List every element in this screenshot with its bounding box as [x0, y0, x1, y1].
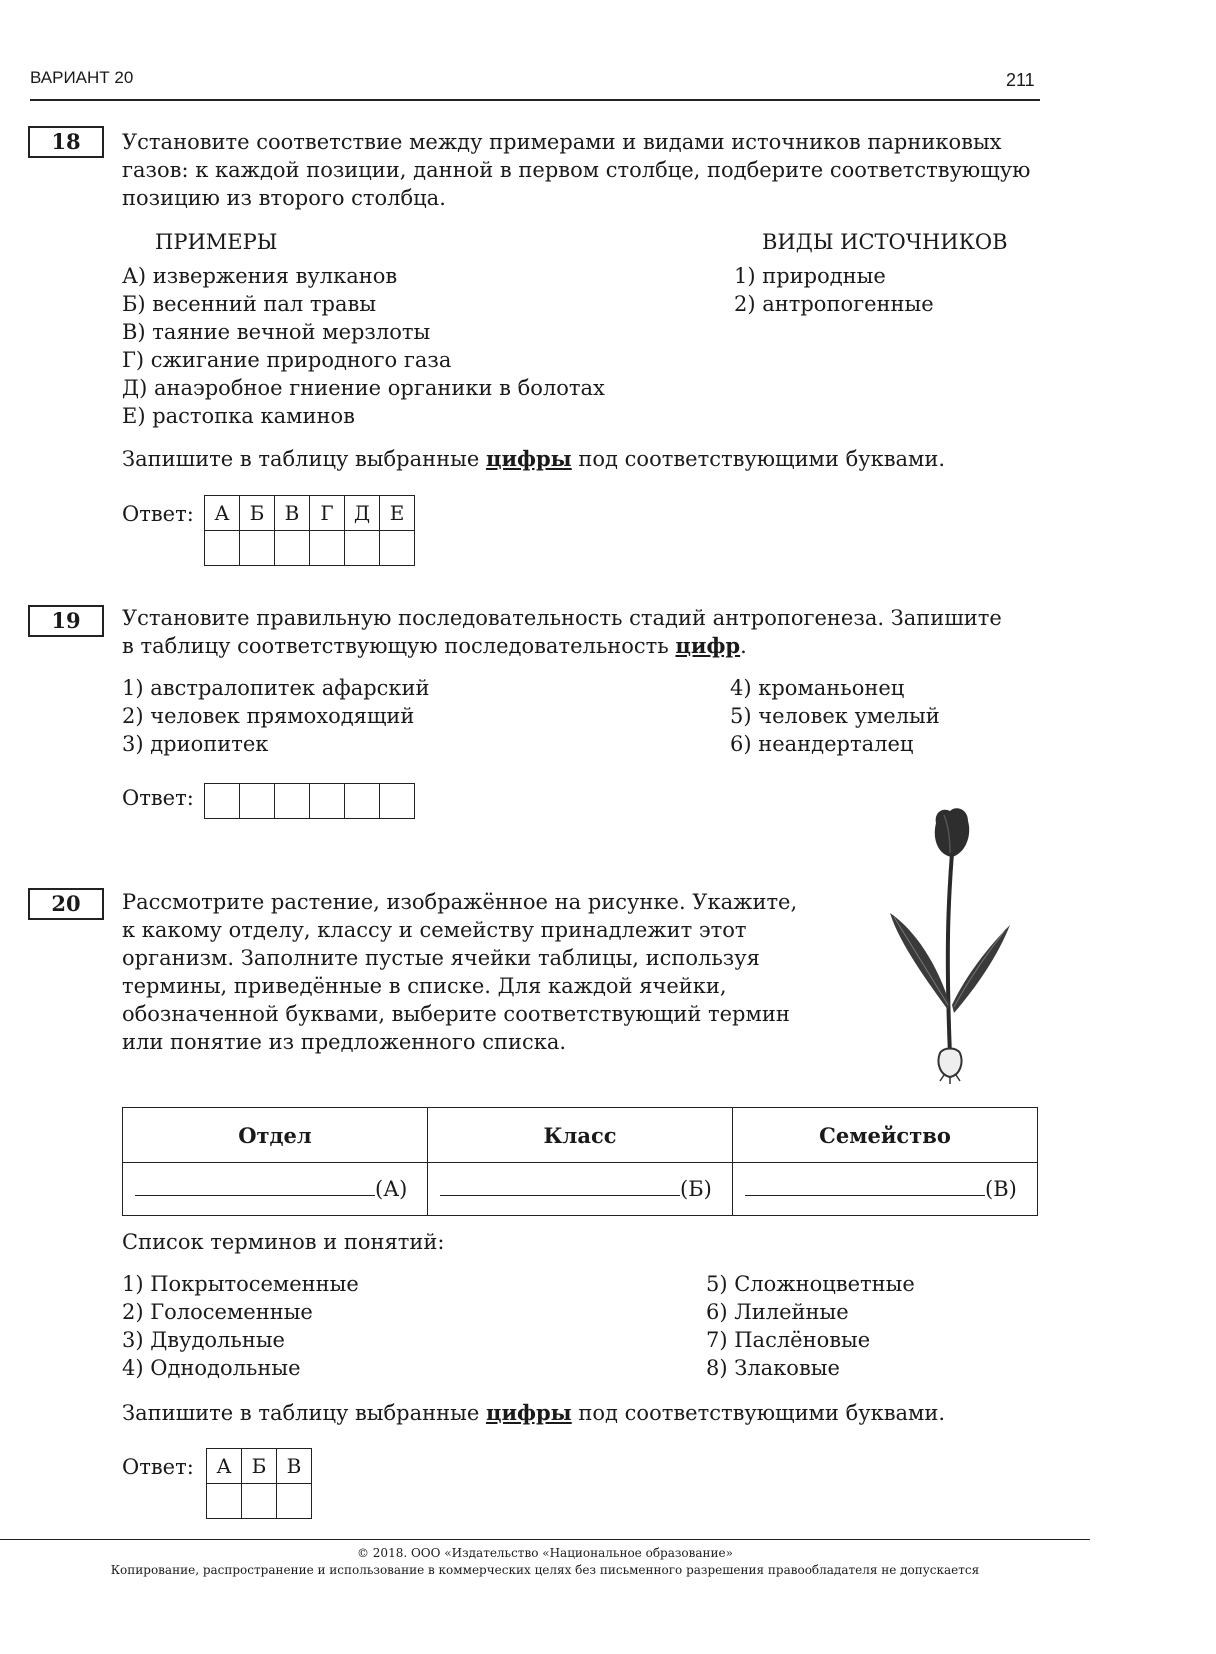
answer-cell-a[interactable]	[123, 1163, 428, 1216]
examples-list	[122, 262, 605, 430]
list-item: 1) австралопитек афарский	[122, 676, 430, 700]
answer-input-cell[interactable]	[380, 531, 415, 566]
text-line: Рассмотрите растение, изображённое на рисунке. Укажите,	[122, 890, 798, 914]
answer-input-cell[interactable]	[242, 1484, 277, 1519]
copyright-notice: Копирование, распространение и использование в коммерческих целях без письменного разрешения правообладателя не допускается	[110, 1563, 980, 1577]
instruction-text: Запишите в таблицу выбранные	[122, 1401, 480, 1425]
q18-answer-table	[204, 495, 415, 566]
q18-instruction	[122, 446, 945, 471]
answer-letter-cell: Е	[380, 496, 415, 531]
answer-input-cell[interactable]	[205, 784, 240, 819]
answer-cell-b[interactable]	[428, 1163, 733, 1216]
tulip-illustration	[880, 805, 1030, 1085]
blank-line	[135, 1179, 375, 1196]
copyright-line: © 2018. ООО «Издательство «Национальное образование»	[356, 1546, 733, 1560]
answer-input-cell[interactable]	[240, 531, 275, 566]
answer-input-cell[interactable]	[205, 531, 240, 566]
q20-answer-label: Ответ:	[122, 1455, 194, 1479]
text-line: Установите правильную последовательность стадий антропогенеза. Запишите	[122, 606, 1002, 630]
sources-list	[734, 262, 934, 318]
answer-input-cell[interactable]	[240, 784, 275, 819]
text-fragment: .	[740, 634, 747, 658]
text-line: газов: к каждой позиции, данной в первом столбце, подберите соответствующую	[122, 158, 1031, 182]
q20-instruction	[122, 1400, 945, 1425]
list-item: 5) человек умелый	[730, 704, 940, 728]
answer-input-cell[interactable]	[380, 784, 415, 819]
list-item: 1) природные	[734, 264, 886, 288]
text-line: термины, приведённые в списке. Для каждой ячейки,	[122, 974, 727, 998]
question-number-20: 20	[28, 888, 104, 920]
list-item: 3) Двудольные	[122, 1328, 285, 1352]
q20-answer-table	[206, 1448, 312, 1519]
answer-input-cell[interactable]	[207, 1484, 242, 1519]
q19-answer-label: Ответ:	[122, 786, 194, 810]
cell-label: (Б)	[680, 1177, 712, 1201]
terms-list-title: Список терминов и понятий:	[122, 1230, 445, 1254]
list-item: Б) весенний пал травы	[122, 292, 377, 316]
question-19-text	[122, 604, 1002, 660]
list-item: 4) кроманьонец	[730, 676, 905, 700]
header-divider	[30, 99, 1040, 101]
list-item: 2) человек прямоходящий	[122, 704, 415, 728]
question-20-text	[122, 888, 850, 1056]
answer-letter-cell: В	[277, 1449, 312, 1484]
answer-cell-c[interactable]	[733, 1163, 1038, 1216]
blank-line	[440, 1179, 680, 1196]
list-item: 2) антропогенные	[734, 292, 934, 316]
list-item: 5) Сложноцветные	[706, 1272, 915, 1296]
answer-letter-cell: Б	[240, 496, 275, 531]
answer-letter-cell: А	[205, 496, 240, 531]
list-item: 6) Лилейные	[706, 1300, 849, 1324]
column-header: Отдел	[123, 1108, 428, 1163]
text-line: позицию из второго столбца.	[122, 186, 446, 210]
list-item: 8) Злаковые	[706, 1356, 840, 1380]
page-number: 211	[1006, 70, 1035, 90]
terms-right	[706, 1270, 915, 1382]
text-emphasis: цифр	[675, 633, 741, 658]
column-header: Семейство	[733, 1108, 1038, 1163]
list-item: В) таяние вечной мерзлоты	[122, 320, 431, 344]
blank-line	[745, 1179, 985, 1196]
text-line: к какому отделу, классу и семейству принадлежит этот	[122, 918, 747, 942]
list-item: 1) Покрытосеменные	[122, 1272, 359, 1296]
answer-input-cell[interactable]	[345, 784, 380, 819]
list-item: 7) Паслёновые	[706, 1328, 871, 1352]
answer-letter-cell: А	[207, 1449, 242, 1484]
q19-right-items	[730, 674, 940, 758]
list-item: 6) неандерталец	[730, 732, 914, 756]
question-number-18: 18	[28, 126, 104, 158]
question-number-19: 19	[28, 605, 104, 637]
classification-table	[122, 1107, 1038, 1216]
q19-answer-table	[204, 783, 415, 819]
answer-letter-cell: Г	[310, 496, 345, 531]
answer-input-cell[interactable]	[310, 531, 345, 566]
instruction-text: под соответствующими буквами.	[578, 1401, 946, 1425]
instruction-text: под соответствующими буквами.	[578, 447, 946, 471]
answer-input-cell[interactable]	[310, 784, 345, 819]
answer-input-cell[interactable]	[275, 531, 310, 566]
answer-letter-cell: Б	[242, 1449, 277, 1484]
answer-input-cell[interactable]	[277, 1484, 312, 1519]
footer-divider	[0, 1539, 1090, 1540]
cell-label: (А)	[375, 1177, 408, 1201]
text-line	[122, 632, 1002, 660]
q19-left-items	[122, 674, 430, 758]
terms-left	[122, 1270, 359, 1382]
instruction-text: Запишите в таблицу выбранные	[122, 447, 480, 471]
column-header: Класс	[428, 1108, 733, 1163]
text-line: организм. Заполните пустые ячейки таблицы, используя	[122, 946, 760, 970]
answer-letter-cell: Д	[345, 496, 380, 531]
list-item: 4) Однодольные	[122, 1356, 301, 1380]
list-item: Е) растопка каминов	[122, 404, 355, 428]
variant-label: ВАРИАНТ 20	[30, 68, 134, 87]
cell-label: (В)	[985, 1177, 1017, 1201]
answer-input-cell[interactable]	[345, 531, 380, 566]
q18-answer-label: Ответ:	[122, 502, 194, 526]
instruction-emphasis: цифры	[485, 1400, 572, 1425]
question-18-text	[122, 128, 1030, 212]
list-item: 3) дриопитек	[122, 732, 269, 756]
list-item: А) извержения вулканов	[122, 264, 398, 288]
text-line: Установите соответствие между примерами и видами источников парниковых	[122, 130, 1002, 154]
text-line: обозначенной буквами, выберите соответствующий термин	[122, 1002, 790, 1026]
list-item: 2) Голосеменные	[122, 1300, 313, 1324]
examples-heading: ПРИМЕРЫ	[155, 230, 278, 254]
instruction-emphasis: цифры	[485, 446, 572, 471]
sources-heading: ВИДЫ ИСТОЧНИКОВ	[762, 230, 1008, 254]
list-item: Д) анаэробное гниение органики в болотах	[122, 376, 605, 400]
answer-letter-cell: В	[275, 496, 310, 531]
text-line: или понятие из предложенного списка.	[122, 1030, 567, 1054]
list-item: Г) сжигание природного газа	[122, 348, 452, 372]
answer-input-cell[interactable]	[275, 784, 310, 819]
text-fragment: в таблицу соответствующую последовательность	[122, 634, 669, 658]
